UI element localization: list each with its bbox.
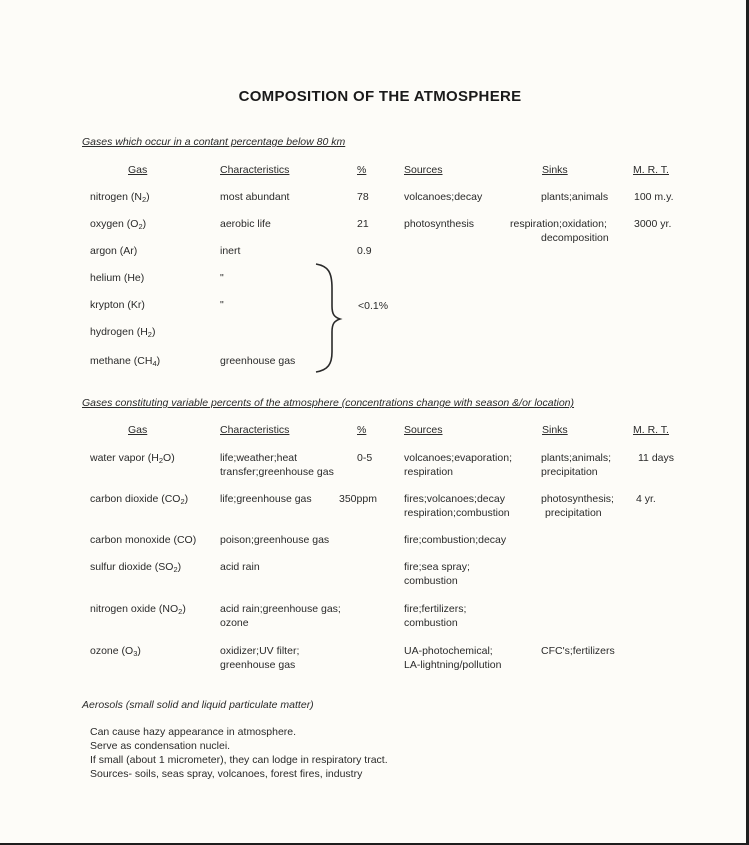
sinks-cell: CFC's;fertilizers	[541, 645, 615, 657]
sources-cell: volcanoes;evaporation;	[404, 452, 512, 464]
characteristics-cell: inert	[220, 245, 241, 257]
characteristics-cell: acid rain;greenhouse gas;	[220, 603, 341, 615]
characteristics-cell: greenhouse gas	[220, 659, 296, 671]
sinks-cell: precipitation	[545, 507, 602, 519]
sources-cell: volcanoes;decay	[404, 191, 483, 203]
gas-name: helium (He)	[90, 272, 145, 284]
gas-name: ozone $(O_3)$	[90, 645, 141, 658]
gas-name: hydrogen $(H_2)$	[90, 326, 156, 339]
sinks-cell: precipitation	[541, 466, 598, 478]
mrt-cell: 11 days	[638, 452, 674, 464]
variable-gases-heading: Gases constituting variable percents of the atmosphere (concentrations change with season &/or location)	[82, 397, 575, 409]
aerosols-heading: Aerosols (small solid and liquid particulate matter)	[82, 699, 314, 711]
header-percent: %	[357, 164, 367, 176]
trace-percent-label: <0.1%	[358, 300, 389, 312]
characteristics-cell: transfer;greenhouse gas	[220, 466, 334, 478]
header-percent: %	[357, 424, 367, 436]
percent-cell: 350ppm	[339, 493, 377, 505]
gas-name: sulfur dioxide $(SO_2)$	[90, 561, 182, 574]
characteristics-cell: life;weather;heat	[220, 452, 298, 464]
header-mrt: M. R. T.	[633, 164, 669, 176]
sources-cell: LA-lightning/pollution	[404, 659, 502, 671]
sources-cell: fire;sea spray;	[404, 561, 470, 573]
percent-cell: 78	[357, 191, 369, 203]
sources-cell: photosynthesis	[404, 218, 475, 230]
header-sources: Sources	[404, 164, 443, 176]
aerosol-item: Sources- soils, seas spray, volcanoes, forest fires, industry	[90, 768, 363, 780]
gas-name: nitrogen $(N_2)$	[90, 191, 150, 204]
gas-name: nitrogen oxide $(NO_2)$	[90, 603, 186, 616]
characteristics-cell: aerobic life	[220, 218, 271, 230]
constant-gases-heading: Gases which occur in a contant percentage below 80 km	[82, 136, 346, 148]
header-mrt: M. R. T.	[633, 424, 669, 436]
header-characteristics: Characteristics	[220, 424, 290, 436]
sinks-cell: respiration;oxidation;	[510, 218, 607, 230]
gas-name: carbon dioxide $(CO_2)$	[90, 493, 189, 506]
characteristics-cell: acid rain	[220, 561, 260, 573]
percent-cell: 21	[357, 218, 369, 230]
mrt-cell: 4 yr.	[636, 493, 656, 505]
header-gas: Gas	[128, 164, 148, 176]
header-gas: Gas	[128, 424, 148, 436]
sinks-cell: photosynthesis;	[541, 493, 614, 505]
gas-name: water vapor $(H_2O)$	[90, 452, 175, 465]
mrt-cell: 100 m.y.	[634, 191, 674, 203]
gas-name: carbon monoxide (CO)	[90, 534, 197, 546]
percent-cell: 0.9	[357, 245, 372, 257]
sources-cell: combustion	[404, 575, 458, 587]
percent-cell: 0-5	[357, 452, 373, 464]
aerosol-item: If small (about 1 micrometer), they can lodge in respiratory tract.	[90, 754, 388, 766]
characteristics-cell: poison;greenhouse gas	[220, 534, 330, 546]
sources-cell: UA-photochemical;	[404, 645, 493, 657]
characteristics-cell: most abundant	[220, 191, 290, 203]
sinks-cell: plants;animals;	[541, 452, 612, 464]
characteristics-cell: "	[220, 299, 224, 311]
gas-name: oxygen $(O_2)$	[90, 218, 147, 231]
sources-cell: combustion	[404, 617, 458, 629]
aerosol-item: Can cause hazy appearance in atmosphere.	[90, 726, 297, 738]
header-characteristics: Characteristics	[220, 164, 290, 176]
gas-name: argon (Ar)	[90, 245, 138, 257]
sinks-cell: plants;animals	[541, 191, 609, 203]
gas-name: krypton (Kr)	[90, 299, 145, 311]
header-sinks: Sinks	[542, 164, 568, 176]
header-sources: Sources	[404, 424, 443, 436]
gas-name: methane $(CH_4)$	[90, 355, 161, 368]
characteristics-cell: oxidizer;UV filter;	[220, 645, 300, 657]
page-title: COMPOSITION OF THE ATMOSPHERE	[238, 88, 522, 105]
characteristics-cell: greenhouse gas	[220, 355, 296, 367]
characteristics-cell: "	[220, 272, 224, 284]
characteristics-cell: life;greenhouse gas	[220, 493, 312, 505]
header-sinks: Sinks	[542, 424, 568, 436]
sources-cell: respiration;combustion	[404, 507, 510, 519]
brace-mark	[312, 262, 352, 374]
sinks-cell: decomposition	[541, 232, 609, 244]
sources-cell: fire;combustion;decay	[404, 534, 507, 546]
aerosol-item: Serve as condensation nuclei.	[90, 740, 231, 752]
characteristics-cell: ozone	[220, 617, 249, 629]
sources-cell: fires;volcanoes;decay	[404, 493, 505, 505]
sources-cell: respiration	[404, 466, 454, 478]
mrt-cell: 3000 yr.	[634, 218, 672, 230]
sources-cell: fire;fertilizers;	[404, 603, 467, 615]
